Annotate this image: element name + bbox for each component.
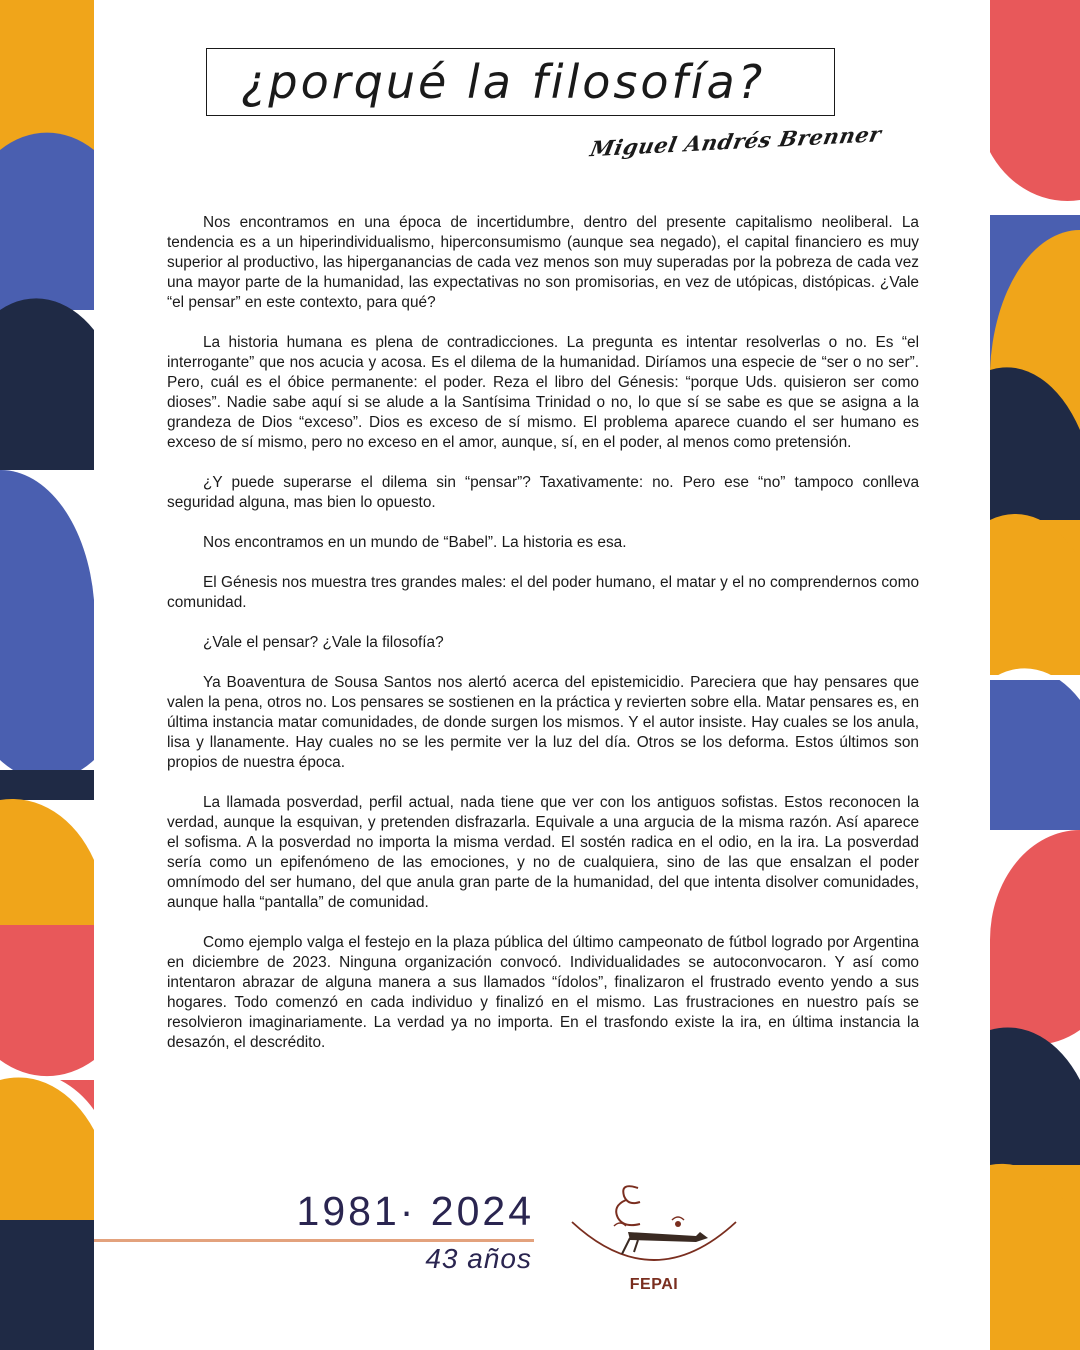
paragraph: Nos encontramos en una época de incertidumbre, dentro del presente capitalismo neoliberal. La tendencia es a un hiperindividualismo, hiperconsumismo (aunque sea negado), el capital financiero es muy superior al productivo, las hiperganancias de cada vez menos son muy superadas por la pobreza de cada vez una mayor parte de la humanidad, las expectativas no son promisorias, en vez de utópicas, distópicas. ¿Vale “el pensar” en este contexto, para qué? bbox=[167, 214, 919, 311]
footer-divider bbox=[94, 1239, 534, 1242]
fepai-logo-icon bbox=[568, 1180, 740, 1270]
paragraph: El Génesis nos muestra tres grandes males: el del poder humano, el matar y el no comprendernos como comunidad. bbox=[167, 574, 919, 611]
paragraph: Nos encontramos en un mundo de “Babel”. La historia es esa. bbox=[203, 534, 627, 551]
deco-navy-lower bbox=[990, 1027, 1080, 1165]
deco-red-semicircle bbox=[0, 925, 94, 1076]
anniversary-label: 43 años bbox=[425, 1243, 532, 1274]
years-range: 1981· 2024 bbox=[296, 1188, 534, 1234]
paragraph: ¿Vale el pensar? ¿Vale la filosofía? bbox=[203, 634, 444, 651]
paragraph: Como ejemplo valga el festejo en la plaza pública del último campeonato de fútbol logrado por Argentina en diciembre de 2023. Ninguna organización convocó. Individualidades se autoconvocaron. Y así como intentaron abrazar de alguna manera a sus llamados “ídolos”, finalizaron el frustrado evento yendo a sus hogares. Todo comenzó en cada individuo y finalizó en el mismo. Las frustraciones en nuestro país se resolvieron imaginariamente. La verdad ya no importa. En el trasfondo existe la ira, en última instancia la desazón, el descrédito. bbox=[167, 934, 919, 1051]
deco-blue-semicircle bbox=[0, 470, 94, 780]
deco-navy-strip bbox=[0, 770, 94, 800]
left-decorative-strip bbox=[0, 0, 94, 1350]
deco-red-circle bbox=[990, 830, 1080, 1045]
page-title: ¿porqué la filosofía? bbox=[241, 55, 766, 109]
deco-red-top bbox=[990, 0, 1080, 201]
title-box bbox=[206, 48, 835, 116]
article-body bbox=[167, 213, 919, 1073]
deco-navy-shape bbox=[0, 298, 94, 470]
author-signature: Miguel Andrés Brenner bbox=[588, 121, 884, 162]
deco-blue-half-circle bbox=[0, 133, 94, 310]
paragraph: La llamada posverdad, perfil actual, nada tiene que ver con los antiguos sofistas. Estos reconocen la verdad, aunque la esquivan, y pretenden disfrazarla. Equivale a una argucia de la misma razón. Así aparece el sofisma. A la posverdad no importa la misma verdad. El sostén radica en el odio, en la ira. La posverdad sería como un epifenómeno de las emociones, y no de cualquiera, sino de las que ensalzan el poder omnímodo del ser humano, del que anula gran parte de la humanidad, del que intenta disolver comunidades, aunque halla “pantalla” de comunidad. bbox=[167, 794, 919, 911]
deco-orange-lower bbox=[0, 1077, 94, 1220]
paragraph: Ya Boaventura de Sousa Santos nos alertó acerca del epistemicidio. Pareciera que hay pensares que valen la pena, otros no. Los pensares se sostienen en la práctica y revierten sobre ella. Matar pensares es, en última instancia matar comunidades, de donde surgen los mismos. Y el autor insiste. Hay cuales se los anula, lisa y llanamente. Hay cuales no se les permite ver la luz del día. Otros se los deforma. Estos últimos son propios de nuestra época. bbox=[167, 674, 920, 771]
right-decorative-strip bbox=[990, 0, 1080, 1350]
paragraph: La historia humana es plena de contradicciones. La pregunta es intentar resolverlas o no. Es “el interrogante” que nos acucia y acosa. Es el dilema de la humanidad. Diríamos una especie de “ser o no ser”. Pero, cuál es el óbice permanente: el poder. Reza el libro del Génesis: “porque Uds. quisieron ser como dioses”. Nadie sabe aquí si se alude a la Santísima Trinidad o no, lo que sí se sabe es que se asigna a la grandeza de Dios “exceso”. Dios es exceso de sí mismo. El problema aparece cuando el ser humano es exceso de sí mismo, pero no exceso en el amor, aunque, sí, en el poder, al menos como pretensión. bbox=[167, 334, 919, 451]
deco-orange-shape bbox=[0, 799, 94, 925]
paragraph: ¿Y puede superarse el dilema sin “pensar”? Taxativamente: no. Pero ese “no” tampoco conlleva seguridad alguna, mas bien lo opuesto. bbox=[167, 474, 919, 511]
deco-navy-bottom bbox=[0, 1220, 94, 1350]
logo-text: FEPAI bbox=[629, 1276, 679, 1293]
deco-blue-mid bbox=[990, 680, 1080, 830]
